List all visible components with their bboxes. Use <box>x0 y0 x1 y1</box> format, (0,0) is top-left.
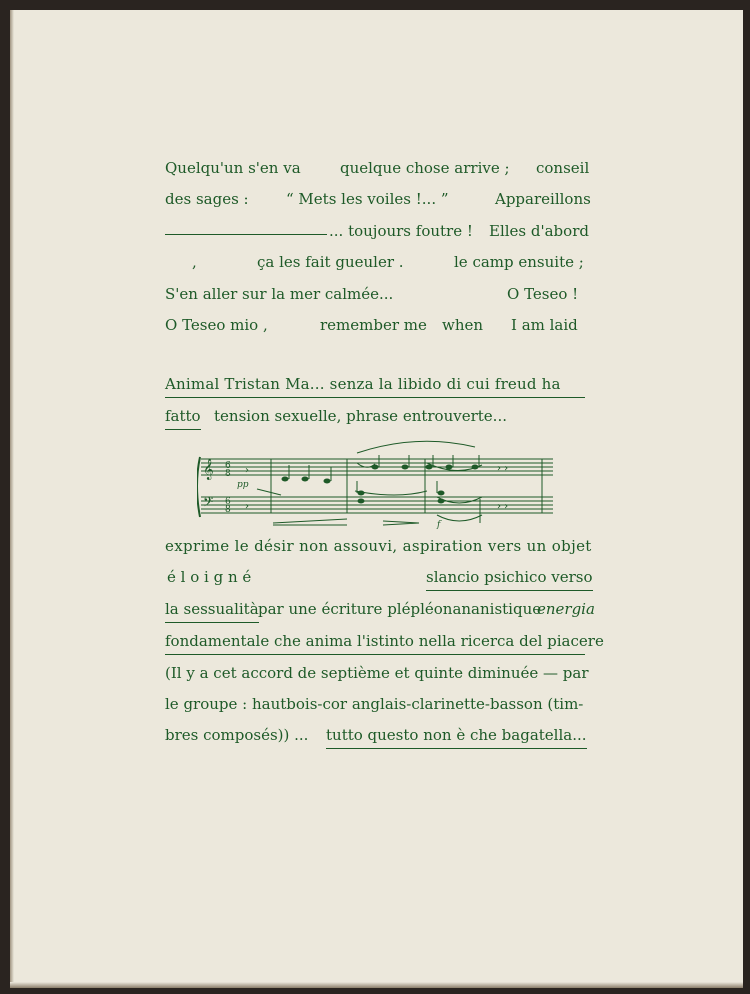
text-fragment: le camp ensuite ; <box>454 253 584 271</box>
text-fragment: Appareillons <box>495 190 591 208</box>
svg-text:8: 8 <box>225 469 231 479</box>
svg-text:pp: pp <box>237 480 249 490</box>
text-line-12 <box>165 629 604 653</box>
svg-text:›: › <box>245 501 249 512</box>
text-line-15 <box>165 723 585 747</box>
text-line-4 <box>165 250 585 274</box>
text-line-7 <box>165 372 585 396</box>
svg-text:f: f <box>437 520 441 529</box>
text-fragment: tension sexuelle, phrase entrouverte... <box>214 407 507 425</box>
text-line-1 <box>165 156 590 180</box>
text-fragment: le groupe : hautbois-cor anglais-clarinette-basson (tim- <box>165 695 584 713</box>
page-bottom-edge <box>10 982 743 988</box>
underlined-text: la sessualità <box>165 597 259 623</box>
underlined-text: Animal Tristan Ma... senza la libido di cui freud ha <box>165 372 585 398</box>
text-fragment: bres composés)) ... <box>165 726 309 744</box>
svg-text:6: 6 <box>225 497 231 507</box>
text-line-14 <box>165 692 585 716</box>
text-fragment: O Teseo mio , <box>165 316 268 334</box>
bass-clef-icon: 𝄢 <box>203 494 214 513</box>
page-edge-shadow <box>10 10 14 988</box>
text-line-9 <box>165 534 592 558</box>
svg-text:› ›: › › <box>497 501 509 512</box>
text-line-3 <box>165 219 589 243</box>
text-fragment: quelque chose arrive ; <box>340 159 510 177</box>
text-fragment: “ Mets les voiles !... ” <box>286 190 449 208</box>
text-fragment: conseil <box>536 159 590 177</box>
text-fragment: Elles d'abord <box>489 222 589 240</box>
underlined-text: fatto <box>165 404 201 430</box>
underlined-text: slancio psichico verso <box>426 565 593 591</box>
text-fragment: Quelqu'un s'en va <box>165 159 301 177</box>
svg-text:› ›: › › <box>497 463 509 474</box>
underlined-text: tutto questo non è che bagatella... <box>326 723 587 749</box>
text-fragment: I am laid <box>511 316 578 334</box>
text-fragment: par une écriture plépléonananistique <box>258 600 542 618</box>
italic-text: energia <box>537 600 595 618</box>
text-line-10 <box>165 565 593 589</box>
text-line-13 <box>165 661 589 685</box>
text-line-8 <box>165 404 585 428</box>
text-fragment: when <box>442 316 484 334</box>
music-score <box>197 437 557 529</box>
text-fragment: exprime le désir non assouvi, aspiration vers un objet <box>165 537 592 555</box>
text-fragment: ça les fait gueuler . <box>257 253 404 271</box>
treble-clef-icon: 𝄞 <box>203 459 214 480</box>
text-fragment: O Teseo ! <box>507 285 579 303</box>
text-line-5 <box>165 282 585 306</box>
text-fragment: des sages : <box>165 190 249 208</box>
svg-text:8: 8 <box>225 505 231 515</box>
text-fragment: é l o i g n é <box>167 568 252 586</box>
svg-text:6: 6 <box>225 461 231 471</box>
text-fragment: (Il y a cet accord de septième et quinte diminuée — par <box>165 664 589 682</box>
text-line-6 <box>165 313 585 337</box>
svg-text:›: › <box>245 465 249 476</box>
text-fragment: remember me <box>320 316 427 334</box>
text-fragment: ... toujours foutre ! <box>329 222 473 240</box>
text-fragment: S'en aller sur la mer calmée... <box>165 285 394 303</box>
underlined-text: fondamentale che anima l'istinto nella ricerca del piacere <box>165 629 585 655</box>
text-line-11 <box>165 597 595 621</box>
text-line-2 <box>165 187 591 211</box>
text-fragment: , <box>192 253 197 271</box>
